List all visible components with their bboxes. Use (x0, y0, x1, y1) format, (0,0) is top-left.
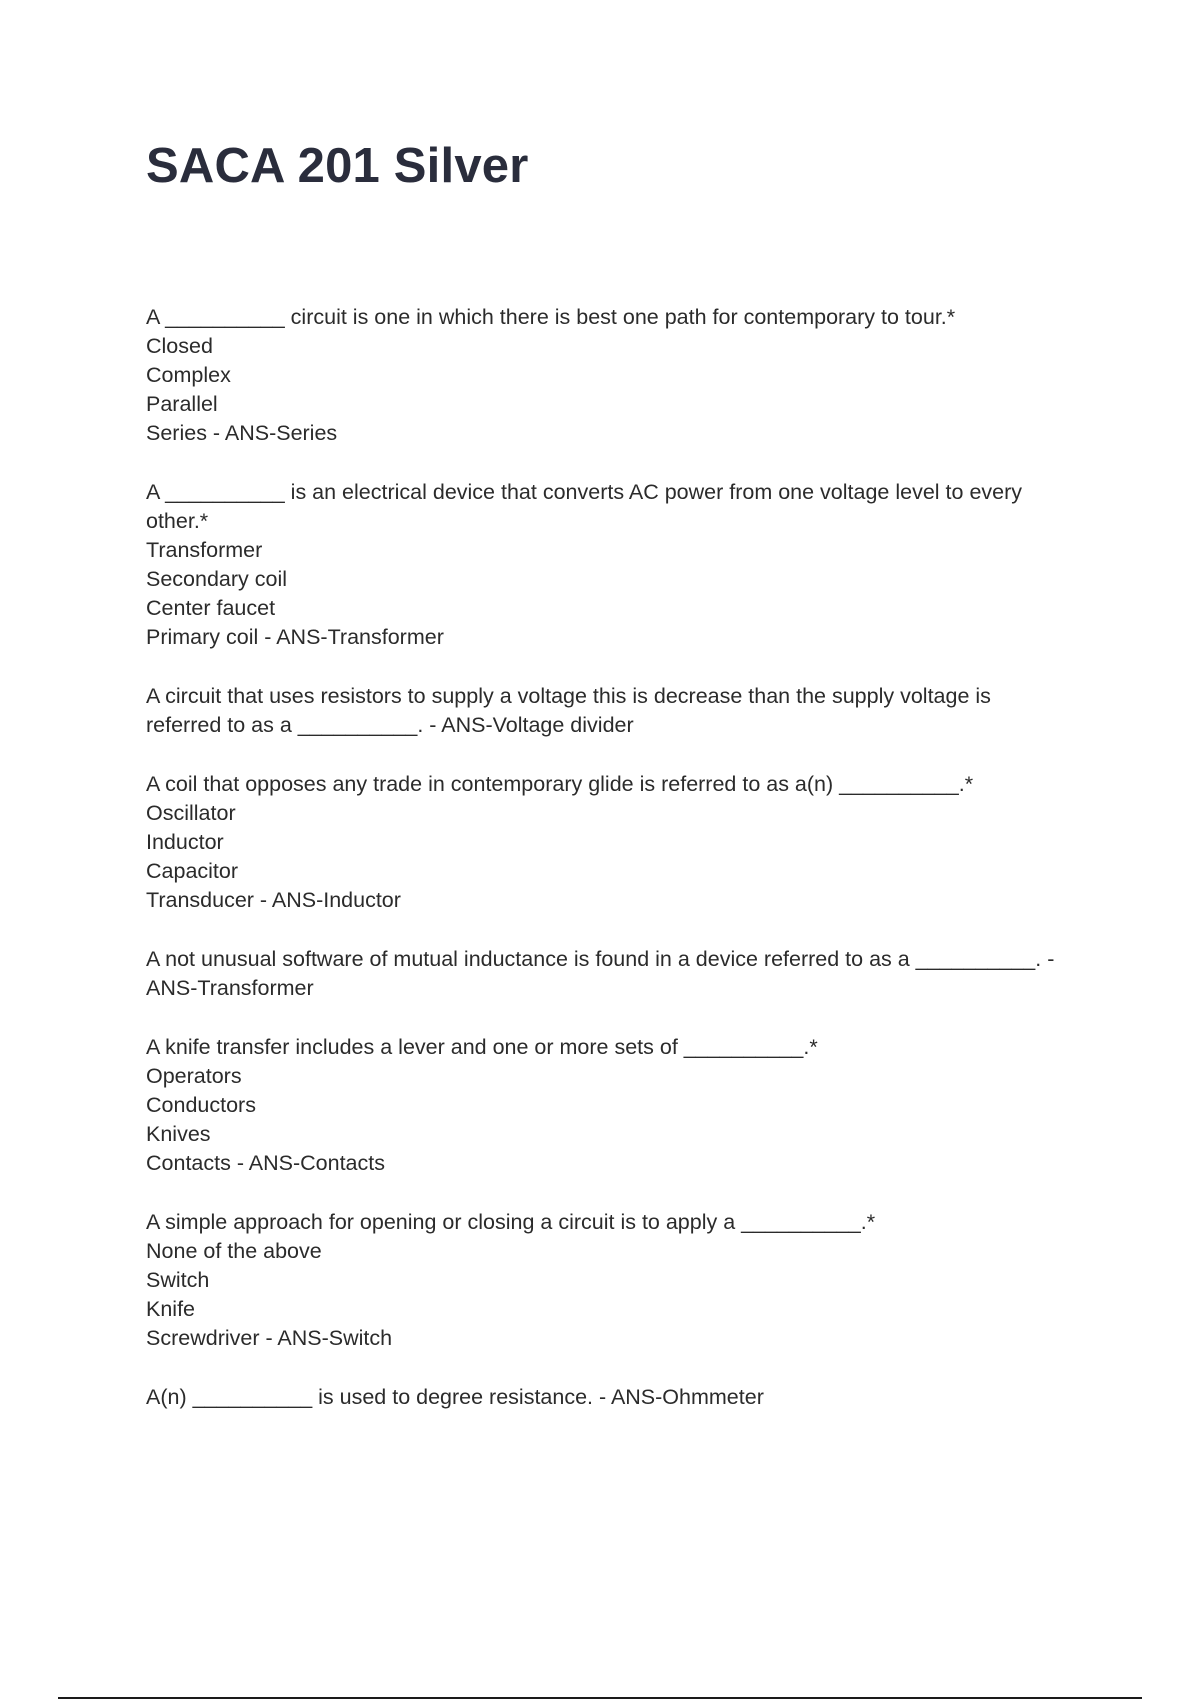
answer-key: ANS-Transformer (146, 976, 314, 1000)
answer-option: None of the above (146, 1239, 322, 1263)
answer-option-with-key: Series - ANS-Series (146, 421, 338, 445)
answer-option: Transformer (146, 538, 263, 562)
question-block (146, 682, 1096, 740)
question-block (146, 1033, 1096, 1178)
question-stem: A simple approach for opening or closing a circuit is to apply a __________.* (146, 1210, 876, 1234)
question-stem-with-key: A(n) __________ is used to degree resistance. - ANS-Ohmmeter (146, 1385, 764, 1409)
document-title: SACA 201 Silver (146, 139, 529, 193)
answer-option: Center faucet (146, 596, 276, 620)
question-stem: A circuit that uses resistors to supply a voltage this is decrease than the supply voltage is (146, 684, 991, 708)
answer-option: Knives (146, 1122, 211, 1146)
answer-option: Switch (146, 1268, 210, 1292)
question-stem: A __________ circuit is one in which there is best one path for contemporary to tour.* (146, 305, 956, 329)
answer-option: Conductors (146, 1093, 256, 1117)
answer-option: Inductor (146, 830, 224, 854)
footer-divider (58, 1697, 1142, 1699)
answer-option-with-key: Primary coil - ANS-Transformer (146, 625, 444, 649)
answer-option: Knife (146, 1297, 196, 1321)
answer-option: Oscillator (146, 801, 236, 825)
answer-option-with-key: Transducer - ANS-Inductor (146, 888, 401, 912)
question-block (146, 478, 1096, 652)
question-stem-continued: other.* (146, 509, 209, 533)
question-list (146, 303, 1096, 1412)
answer-option: Capacitor (146, 859, 239, 883)
answer-option: Parallel (146, 392, 218, 416)
answer-option-with-key: Contacts - ANS-Contacts (146, 1151, 385, 1175)
answer-option: Secondary coil (146, 567, 288, 591)
answer-option: Operators (146, 1064, 242, 1088)
question-stem: A __________ is an electrical device that converts AC power from one voltage level to every (146, 480, 1023, 504)
answer-option: Complex (146, 363, 231, 387)
answer-option: Closed (146, 334, 213, 358)
question-block (146, 945, 1096, 1003)
question-stem: A not unusual software of mutual inductance is found in a device referred to as a __________. - (146, 947, 1055, 971)
answer-option-with-key: Screwdriver - ANS-Switch (146, 1326, 393, 1350)
question-stem: A knife transfer includes a lever and one or more sets of __________.* (146, 1035, 818, 1059)
question-stem: A coil that opposes any trade in contemporary glide is referred to as a(n) __________.* (146, 772, 974, 796)
question-block (146, 1208, 1096, 1353)
question-block (146, 770, 1096, 915)
question-block (146, 303, 1096, 448)
question-block (146, 1383, 1096, 1412)
question-stem-with-key: referred to as a __________. - ANS-Voltage divider (146, 713, 634, 737)
